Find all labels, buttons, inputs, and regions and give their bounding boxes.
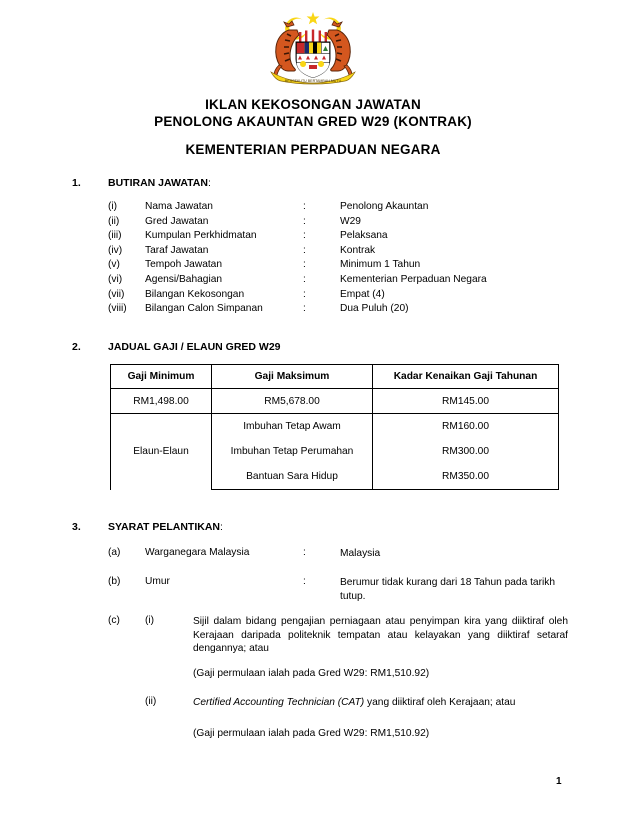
section-1-heading (108, 177, 211, 189)
allowance-name-cell: Imbuhan Tetap Awam (212, 414, 373, 440)
detail-colon: : (303, 273, 306, 285)
table-header-cell: Gaji Minimum (111, 365, 212, 389)
qualification-note-text: (Gaji permulaan ialah pada Gred W29: RM1,510.92) (193, 728, 430, 739)
detail-label: Gred Jawatan (145, 215, 209, 227)
qualification-roman: (ii) (145, 696, 157, 707)
detail-value: W29 (340, 215, 361, 227)
title-line-2: PENOLONG AKAUNTAN GRED W29 (KONTRAK) (154, 114, 472, 129)
detail-roman: (v) (108, 259, 120, 271)
qualification-text-italic: Certified Accounting Technician (CAT) (193, 697, 365, 708)
detail-value: Dua Puluh (20) (340, 303, 409, 315)
detail-row (108, 289, 578, 304)
detail-row (108, 303, 578, 318)
allowance-name-cell: Imbuhan Tetap Perumahan (212, 439, 373, 464)
detail-roman: (iv) (108, 244, 123, 256)
requirement-value: Berumur tidak kurang dari 18 Tahun pada tarikh tutup. (340, 577, 556, 602)
job-details-list (108, 201, 578, 318)
detail-value: Pelaksana (340, 230, 388, 242)
detail-row (108, 245, 578, 260)
detail-row (108, 274, 578, 289)
requirement-letter: (b) (108, 576, 121, 587)
document-subtitle: KEMENTERIAN PERPADUAN NEGARA (185, 142, 441, 157)
qualification-text (193, 696, 613, 710)
detail-colon: : (303, 288, 306, 300)
allowance-name-cell: Bantuan Sara Hidup (212, 464, 373, 490)
requirement-value: Malaysia (340, 548, 381, 559)
detail-value: Penolong Akauntan (340, 201, 429, 212)
section-1-heading-text: BUTIRAN JAWATAN (108, 177, 208, 189)
qualification-letter: (c) (108, 615, 120, 626)
qualification-text: Sijil dalam bidang pengajian perniagaan atau penyimpan kira yang diiktiraf oleh Kerajaan daripada politeknik tempatan atau kelayakan yang diiktiraf setaraf dengannya; atau (193, 616, 568, 655)
detail-colon: : (303, 259, 306, 271)
section-2-number: 2. (72, 341, 81, 353)
section-1-number: 1. (72, 177, 81, 189)
section-3-heading-text: SYARAT PELANTIKAN (108, 521, 221, 533)
detail-roman: (vii) (108, 288, 125, 300)
detail-colon: : (303, 230, 306, 242)
detail-colon: : (303, 303, 306, 315)
table-row-salary (111, 389, 559, 414)
table-row-allowance (111, 414, 559, 440)
detail-colon: : (303, 244, 306, 256)
shield-icon (296, 42, 330, 78)
section-1-heading-colon: : (207, 177, 211, 189)
detail-value: Kontrak (340, 244, 376, 256)
allowance-group-label: Elaun-Elaun (111, 414, 212, 490)
table-header-cell: Gaji Maksimum (212, 365, 373, 389)
table-header-row (111, 365, 559, 389)
detail-roman: (viii) (108, 303, 127, 315)
detail-row (108, 216, 578, 231)
detail-row (108, 259, 578, 274)
detail-value: Empat (4) (340, 288, 385, 300)
qualification-roman: (i) (145, 615, 155, 626)
detail-label: Bilangan Calon Simpanan (145, 303, 263, 315)
detail-label: Nama Jawatan (145, 201, 213, 212)
table-header-cell: Kadar Kenaikan Gaji Tahunan (373, 365, 559, 389)
requirement-label: Warganegara Malaysia (145, 547, 250, 558)
qualification-note-text: (Gaji permulaan ialah pada Gred W29: RM1,510.92) (193, 668, 430, 679)
requirement-letter: (a) (108, 547, 121, 558)
detail-roman: (i) (108, 201, 118, 212)
section-3-number: 3. (72, 521, 81, 533)
detail-roman: (vi) (108, 273, 123, 285)
title-line-1: IKLAN KEKOSONGAN JAWATAN (205, 97, 421, 112)
salary-min-cell: RM1,498.00 (111, 389, 212, 414)
document-title (0, 96, 626, 130)
requirement-label: Umur (145, 576, 170, 587)
detail-label: Taraf Jawatan (145, 244, 209, 256)
allowance-amount-cell: RM350.00 (373, 464, 559, 490)
section-2-heading: JADUAL GAJI / ELAUN GRED W29 (108, 341, 281, 353)
qualification-text-plain: yang diiktiraf oleh Kerajaan; atau (364, 697, 516, 708)
annual-increment-cell: RM145.00 (373, 389, 559, 414)
salary-allowance-table (110, 364, 559, 490)
allowance-amount-cell: RM160.00 (373, 414, 559, 440)
requirement-colon: : (303, 576, 306, 587)
allowance-amount-cell: RM300.00 (373, 439, 559, 464)
detail-label: Tempoh Jawatan (145, 259, 223, 271)
salary-max-cell: RM5,678.00 (212, 389, 373, 414)
requirement-colon: : (303, 547, 306, 558)
detail-row (108, 201, 578, 216)
malaysia-coat-of-arms-emblem (259, 10, 367, 88)
detail-row (108, 230, 578, 245)
section-3-heading-colon: : (220, 521, 223, 533)
detail-colon: : (303, 201, 306, 212)
detail-value: Kementerian Perpaduan Negara (340, 273, 487, 285)
emblem-container (0, 10, 626, 93)
page-number: 1 (556, 776, 562, 787)
svg-text:BERSEKUTU BERTAMBAH MUTU: BERSEKUTU BERTAMBAH MUTU (284, 79, 342, 83)
detail-value: Minimum 1 Tahun (340, 259, 421, 271)
section-3-heading (108, 521, 223, 533)
detail-colon: : (303, 215, 306, 227)
detail-label: Agensi/Bahagian (145, 273, 223, 285)
detail-roman: (iii) (108, 230, 122, 242)
detail-label: Bilangan Kekosongan (145, 288, 245, 300)
detail-label: Kumpulan Perkhidmatan (145, 230, 257, 242)
detail-roman: (ii) (108, 215, 120, 227)
